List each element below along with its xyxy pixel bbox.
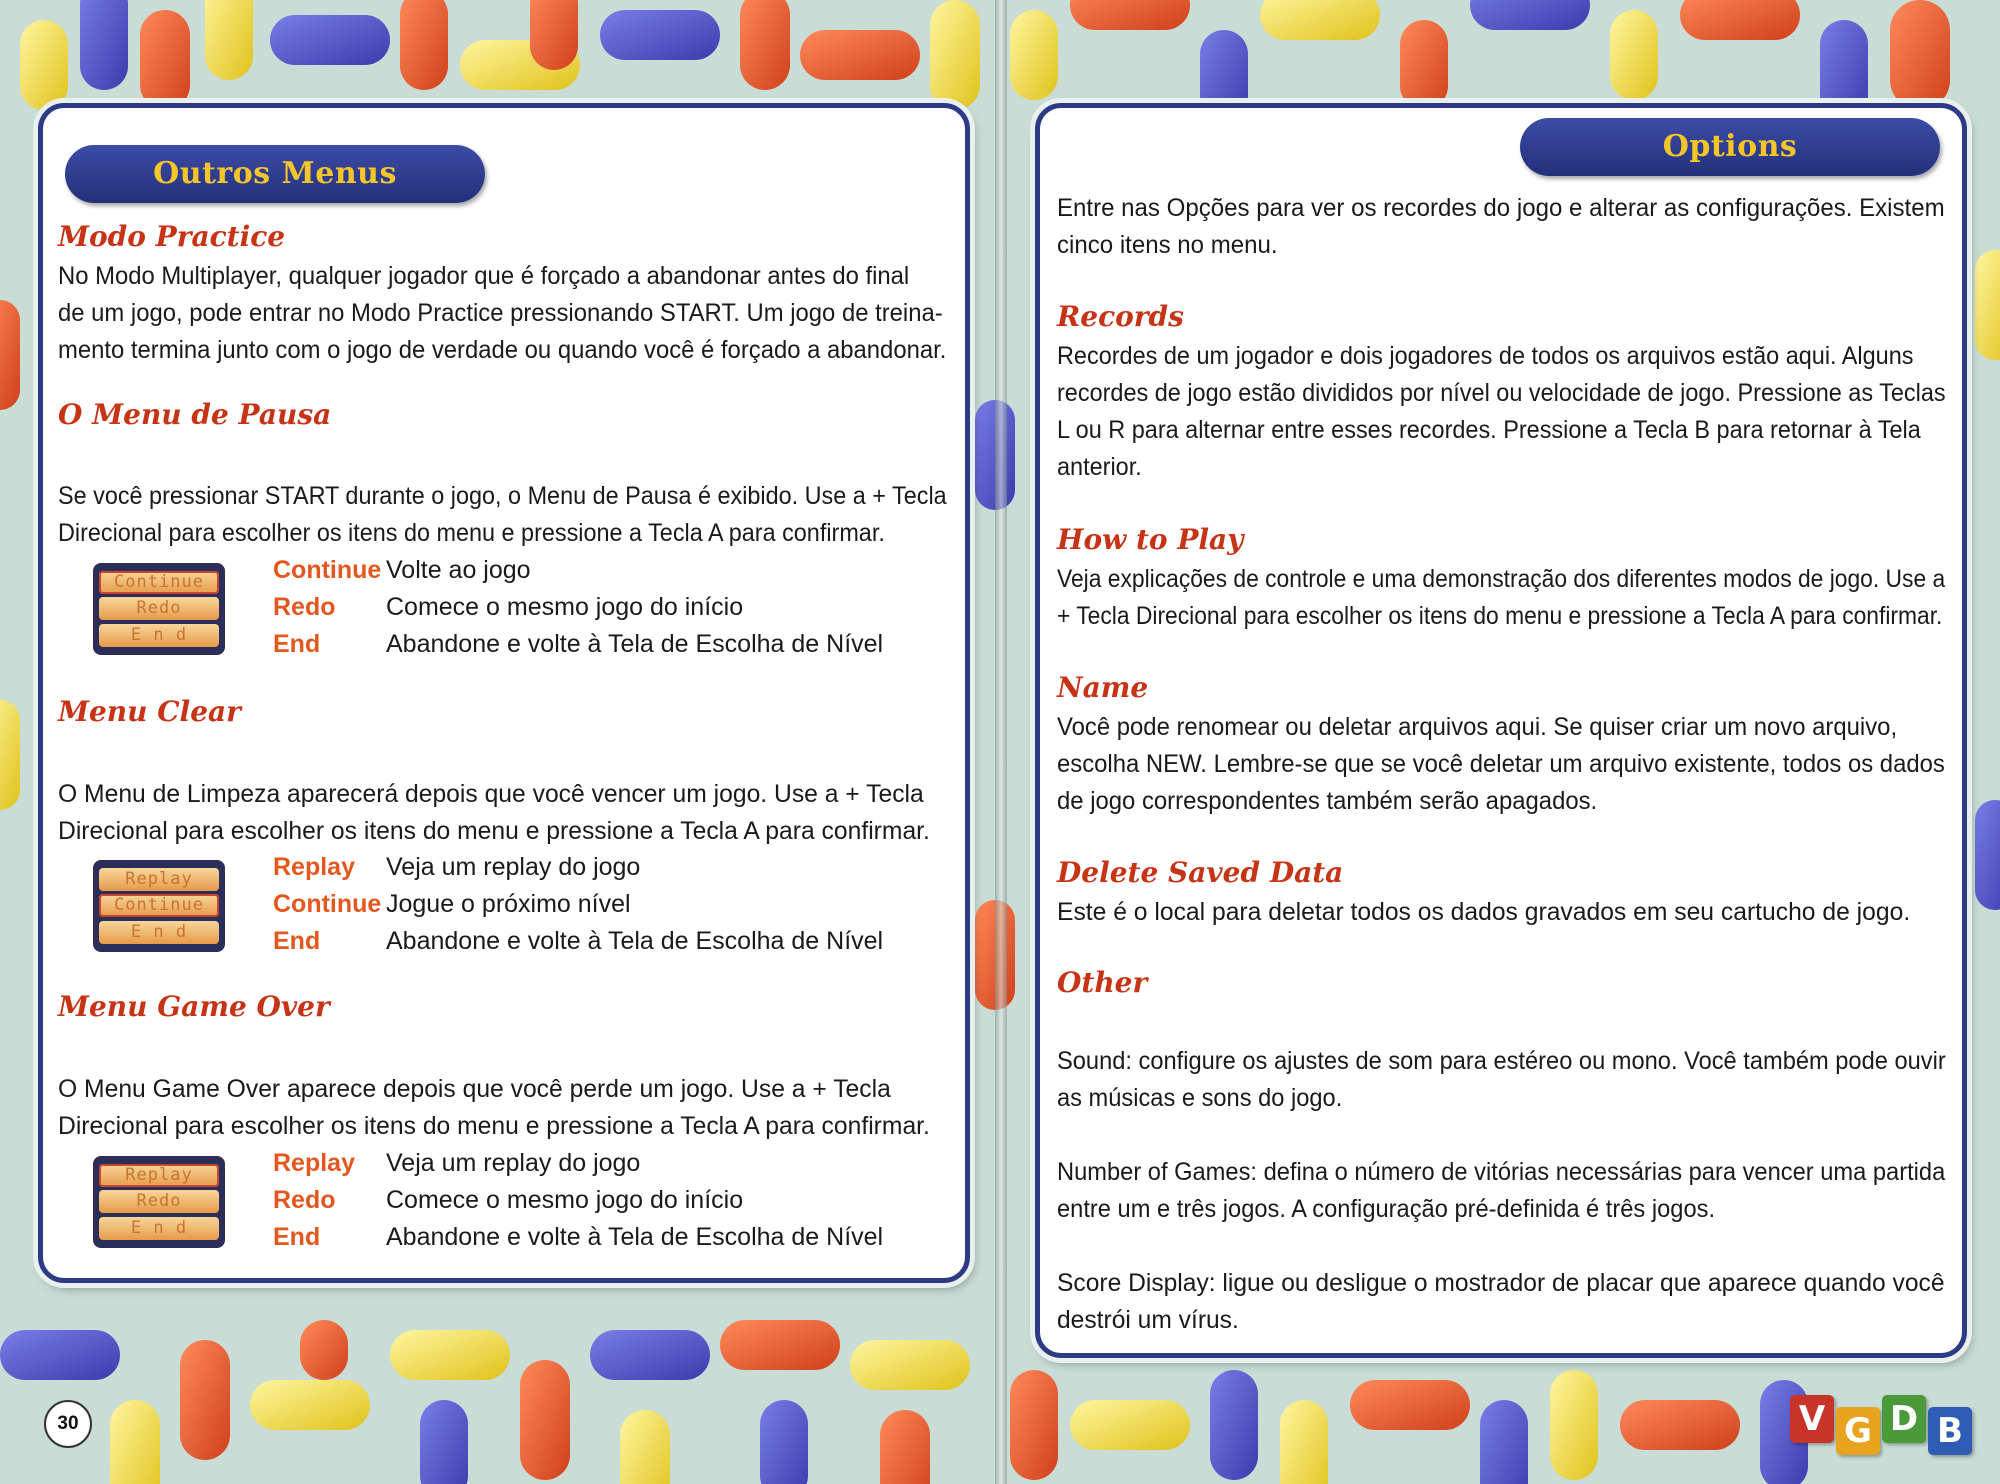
text-line: No Modo Multiplayer, qualquer jogador que é forçado a abandonar antes do final [58,262,910,290]
item-description: Veja um replay do jogo [386,1149,641,1177]
menu-option-redo: Redo [99,597,219,620]
item-description: Abandone e volte à Tela de Escolha de Nível [386,927,884,955]
heading-how-to-play: How to Play [1057,523,1244,556]
text-line: escolha NEW. Lembre-se que se você deletar um arquivo existente, todos os dados [1057,750,1945,778]
section-banner-outros-menus: Outros Menus [65,145,485,203]
text-line: cinco itens no menu. [1057,231,1278,259]
text-line: Direcional para escolher os itens do menu e pressione a Tecla A para confirmar. [58,1112,930,1140]
paragraph-menu-game-over [58,1071,946,1145]
text-line: de jogo correspondentes também serão apagados. [1057,787,1598,815]
paragraph-score-display [1057,1265,1943,1339]
paragraph-modo-practice [58,258,947,369]
item-description: Comece o mesmo jogo do início [386,593,744,621]
text-line: Score Display: ligue ou desligue o mostrador de placar que aparece quando você [1057,1269,1945,1297]
text-line: L ou R para alternar entre esses recordes. Pressione a Tecla B para retornar à Tela [1057,416,1921,444]
item-description: Volte ao jogo [386,556,531,584]
item-key: End [273,1223,321,1251]
menu-option-end: E n d [99,624,219,647]
text-line: Se você pressionar START durante o jogo, o Menu de Pausa é exibido. Use a + Tecla [58,482,947,510]
paragraph-options-intro [1057,190,1945,264]
paragraph-delete-saved-data [1057,894,1945,931]
heading-menu-clear: Menu Clear [58,695,241,728]
text-line: O Menu Game Over aparece depois que você perde um jogo. Use a + Tecla [58,1075,891,1103]
logo-letter: B [1928,1407,1972,1455]
menu-option-continue: Continue [99,894,219,917]
item-key: Replay [273,1149,355,1177]
text-line: + Tecla Direcional para escolher os itens do menu e pressione a Tecla A para confirmar. [1057,602,1943,630]
text-line: entre um e três jogos. A configuração pré-definida é três jogos. [1057,1195,1716,1223]
paragraph-name [1057,709,1945,820]
menu-option-redo: Redo [99,1190,219,1213]
item-description: Abandone e volte à Tela de Escolha de Nível [386,1223,884,1251]
text-line: de um jogo, pode entrar no Modo Practice pressionando START. Um jogo de treina- [58,299,943,327]
text-line: recordes de jogo estão divididos por nível ou velocidade de jogo. Pressione as Teclas [1057,379,1946,407]
text-line: Você pode renomear ou deletar arquivos aqui. Se quiser criar um novo arquivo, [1057,713,1898,741]
heading-name: Name [1057,671,1149,704]
menu-option-replay: Replay [99,868,219,891]
item-key: Continue [273,890,382,918]
text-line: mento termina junto com o jogo de verdade ou quando você é forçado a abandonar. [58,336,947,364]
item-description: Comece o mesmo jogo do início [386,1186,744,1214]
heading-other: Other [1057,966,1148,999]
paragraph-how-to-play [1057,561,1946,635]
text-line: anterior. [1057,453,1142,481]
text-line: Sound: configure os ajustes de som para estéreo ou mono. Você também pode ouvir [1057,1047,1946,1075]
item-key: End [273,630,321,658]
paragraph-menu-de-pausa [58,478,947,552]
paragraph-sound [1057,1043,1946,1117]
section-banner-options: Options [1520,118,1940,176]
text-line: Number of Games: defina o número de vitórias necessárias para vencer uma partida [1057,1158,1946,1186]
pause-menu-screenshot [93,563,225,655]
paragraph-records [1057,338,1946,486]
clear-menu-screenshot [93,860,225,952]
left-page-panel [38,103,970,1283]
paragraph-menu-clear [58,776,946,850]
text-line: Direcional para escolher os itens do menu e pressione a Tecla A para confirmar. [58,817,930,845]
text-line: as músicas e sons do jogo. [1057,1084,1343,1112]
text-line: Veja explicações de controle e uma demonstração dos diferentes modos de jogo. Use a [1057,565,1946,593]
logo-letter: V [1790,1395,1834,1443]
heading-records: Records [1057,300,1184,333]
text-line: Recordes de um jogador e dois jogadores de todos os arquivos estão aqui. Alguns [1057,342,1914,370]
text-line: Direcional para escolher os itens do menu e pressione a Tecla A para confirmar. [58,519,885,547]
vgdb-watermark-logo [1790,1395,1990,1465]
item-key: End [273,927,321,955]
item-description: Jogue o próximo nível [386,890,631,918]
text-line: Este é o local para deletar todos os dados gravados em seu cartucho de jogo. [1057,898,1911,926]
text-line: Entre nas Opções para ver os recordes do jogo e alterar as configurações. Existem [1057,194,1945,222]
right-page-panel [1035,103,1967,1358]
item-key: Redo [273,593,336,621]
heading-menu-game-over: Menu Game Over [58,990,330,1023]
logo-letter: D [1882,1395,1926,1443]
menu-option-end: E n d [99,921,219,944]
logo-letter: G [1836,1407,1880,1455]
item-key: Continue [273,556,382,584]
paragraph-number-of-games [1057,1154,1946,1228]
page-number-left: 30 [44,1400,92,1448]
text-line: O Menu de Limpeza aparecerá depois que você vencer um jogo. Use a + Tecla [58,780,924,808]
item-key: Replay [273,853,355,881]
menu-option-end: E n d [99,1217,219,1240]
book-spine [995,0,1007,1484]
item-description: Veja um replay do jogo [386,853,641,881]
heading-menu-de-pausa: O Menu de Pausa [58,398,332,431]
item-description: Abandone e volte à Tela de Escolha de Nível [386,630,884,658]
text-line: destrói um vírus. [1057,1306,1239,1334]
heading-delete-saved-data: Delete Saved Data [1057,856,1344,889]
item-key: Redo [273,1186,336,1214]
menu-option-replay: Replay [99,1164,219,1187]
game-over-menu-screenshot [93,1156,225,1248]
heading-modo-practice: Modo Practice [58,220,286,253]
menu-option-continue: Continue [99,571,219,594]
